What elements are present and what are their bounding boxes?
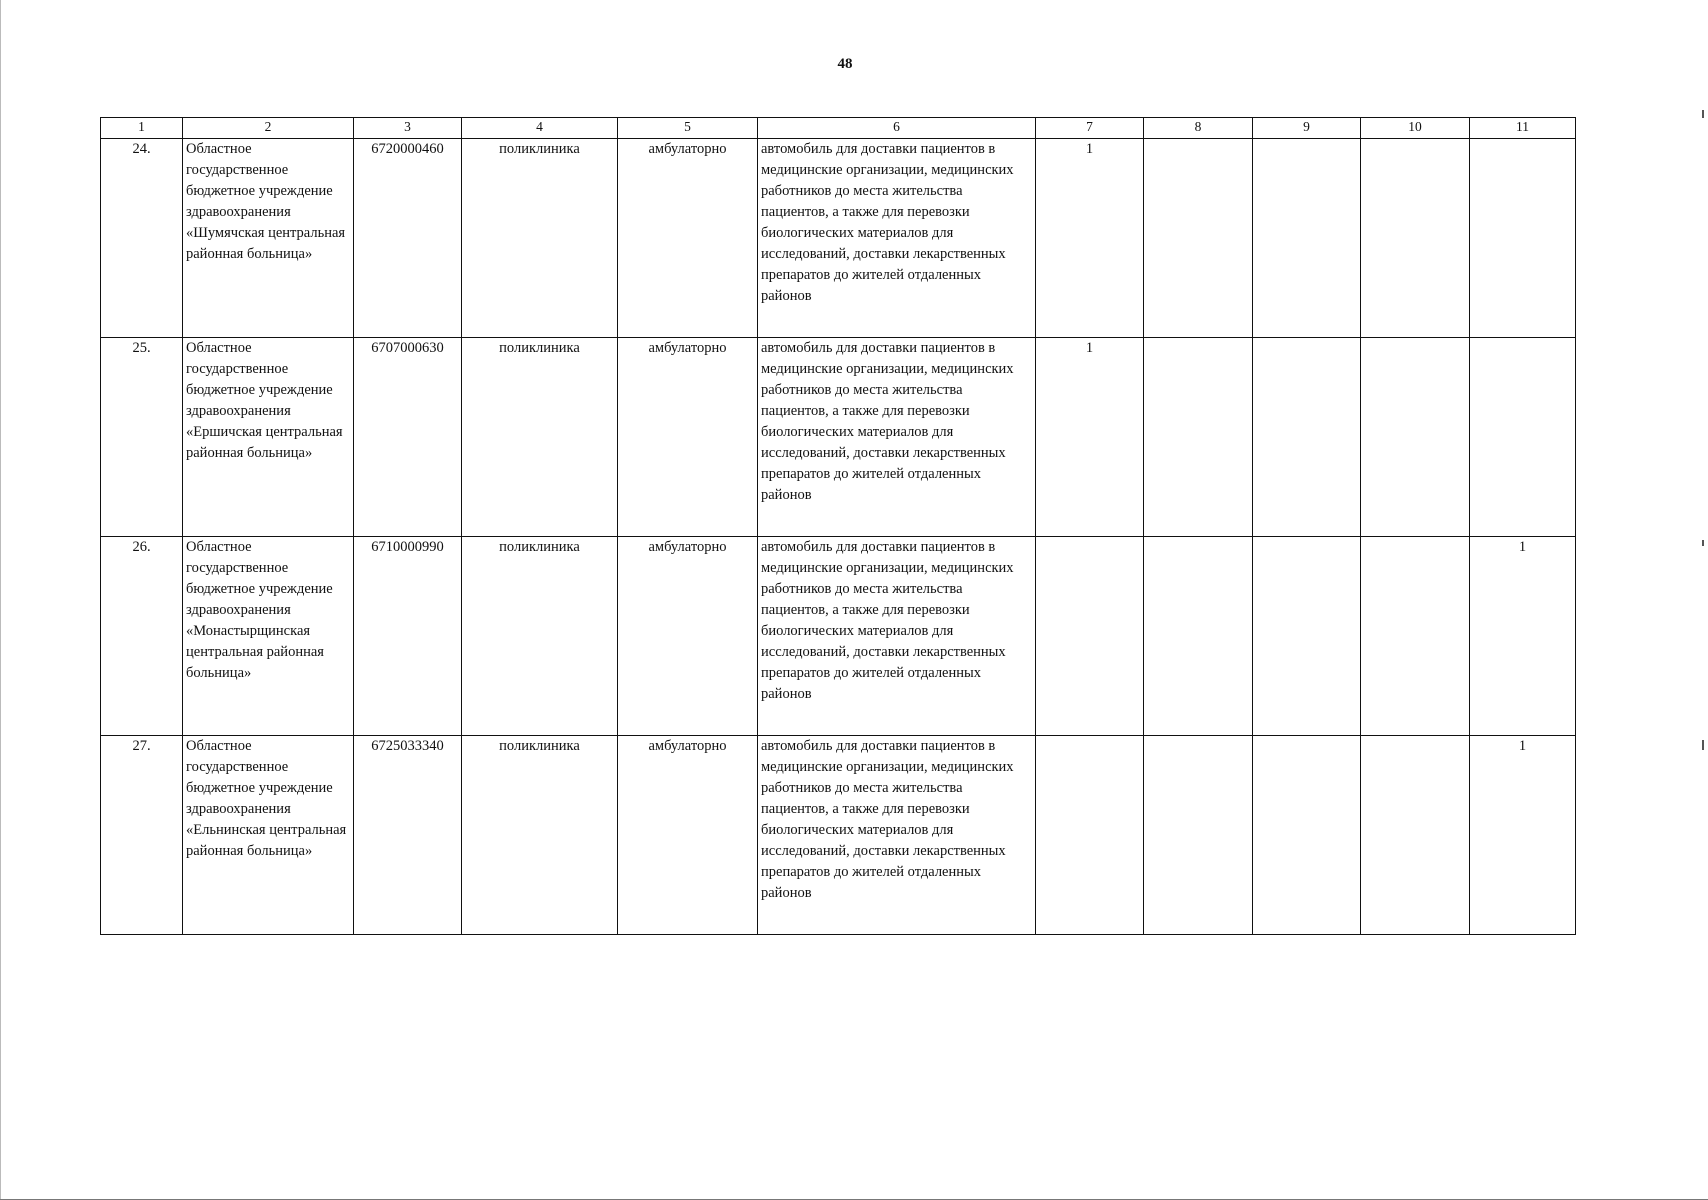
quantity-col-7 — [1036, 537, 1144, 736]
scan-edge-speck — [1702, 110, 1704, 118]
header-cell: 11 — [1470, 118, 1576, 139]
quantity-col-10 — [1361, 338, 1470, 537]
care-condition: амбулаторно — [618, 537, 758, 736]
vehicle-description: автомобиль для доставки пациентов в медицинские организации, медицинских работников до места жительства пациентов, а также для перевозки биологических материалов для исследований, доставки лекарственных препаратов до жителей отдаленных районов — [758, 139, 1036, 338]
header-cell: 2 — [183, 118, 354, 139]
row-number: 26. — [101, 537, 183, 736]
quantity-col-10 — [1361, 736, 1470, 935]
quantity-col-11 — [1470, 139, 1576, 338]
header-cell: 6 — [758, 118, 1036, 139]
quantity-col-7: 1 — [1036, 338, 1144, 537]
row-number: 27. — [101, 736, 183, 935]
organization-name: Областное государственное бюджетное учреждение здравоохранения «Ершичская центральная районная больница» — [183, 338, 354, 537]
facility-type: поликлиника — [462, 338, 618, 537]
quantity-col-9 — [1253, 736, 1361, 935]
header-cell: 5 — [618, 118, 758, 139]
quantity-col-8 — [1144, 139, 1253, 338]
quantity-col-9 — [1253, 537, 1361, 736]
inn-code: 6720000460 — [354, 139, 462, 338]
quantity-col-9 — [1253, 139, 1361, 338]
inn-code: 6707000630 — [354, 338, 462, 537]
vehicle-description: автомобиль для доставки пациентов в медицинские организации, медицинских работников до места жительства пациентов, а также для перевозки биологических материалов для исследований, доставки лекарственных препаратов до жителей отдаленных районов — [758, 338, 1036, 537]
row-number: 24. — [101, 139, 183, 338]
quantity-col-7: 1 — [1036, 139, 1144, 338]
column-number-row — [101, 118, 1576, 139]
header-cell: 10 — [1361, 118, 1470, 139]
care-condition: амбулаторно — [618, 736, 758, 935]
organization-name: Областное государственное бюджетное учреждение здравоохранения «Шумячская центральная районная больница» — [183, 139, 354, 338]
quantity-col-11: 1 — [1470, 736, 1576, 935]
quantity-col-8 — [1144, 537, 1253, 736]
header-cell: 9 — [1253, 118, 1361, 139]
care-condition: амбулаторно — [618, 139, 758, 338]
table-row — [101, 139, 1576, 338]
header-cell: 1 — [101, 118, 183, 139]
quantity-col-7 — [1036, 736, 1144, 935]
vehicle-allocation-table — [100, 117, 1576, 935]
quantity-col-10 — [1361, 139, 1470, 338]
header-cell: 7 — [1036, 118, 1144, 139]
page-number: 48 — [837, 56, 853, 72]
quantity-col-11: 1 — [1470, 537, 1576, 736]
vehicle-description: автомобиль для доставки пациентов в медицинские организации, медицинских работников до места жительства пациентов, а также для перевозки биологических материалов для исследований, доставки лекарственных препаратов до жителей отдаленных районов — [758, 736, 1036, 935]
quantity-col-9 — [1253, 338, 1361, 537]
scan-edge-speck — [1702, 740, 1704, 750]
inn-code: 6725033340 — [354, 736, 462, 935]
quantity-col-10 — [1361, 537, 1470, 736]
quantity-col-8 — [1144, 338, 1253, 537]
row-number: 25. — [101, 338, 183, 537]
quantity-col-11 — [1470, 338, 1576, 537]
organization-name: Областное государственное бюджетное учреждение здравоохранения «Ельнинская центральная районная больница» — [183, 736, 354, 935]
table-row — [101, 736, 1576, 935]
facility-type: поликлиника — [462, 736, 618, 935]
vehicle-description: автомобиль для доставки пациентов в медицинские организации, медицинских работников до места жительства пациентов, а также для перевозки биологических материалов для исследований, доставки лекарственных препаратов до жителей отдаленных районов — [758, 537, 1036, 736]
scan-edge-speck — [1702, 540, 1704, 546]
organization-name: Областное государственное бюджетное учреждение здравоохранения «Монастырщинская центральная районная больница» — [183, 537, 354, 736]
facility-type: поликлиника — [462, 139, 618, 338]
table-row — [101, 338, 1576, 537]
header-cell: 3 — [354, 118, 462, 139]
facility-type: поликлиника — [462, 537, 618, 736]
inn-code: 6710000990 — [354, 537, 462, 736]
scan-margin-line — [0, 0, 1, 1200]
header-cell: 4 — [462, 118, 618, 139]
table-row — [101, 537, 1576, 736]
header-cell: 8 — [1144, 118, 1253, 139]
care-condition: амбулаторно — [618, 338, 758, 537]
quantity-col-8 — [1144, 736, 1253, 935]
